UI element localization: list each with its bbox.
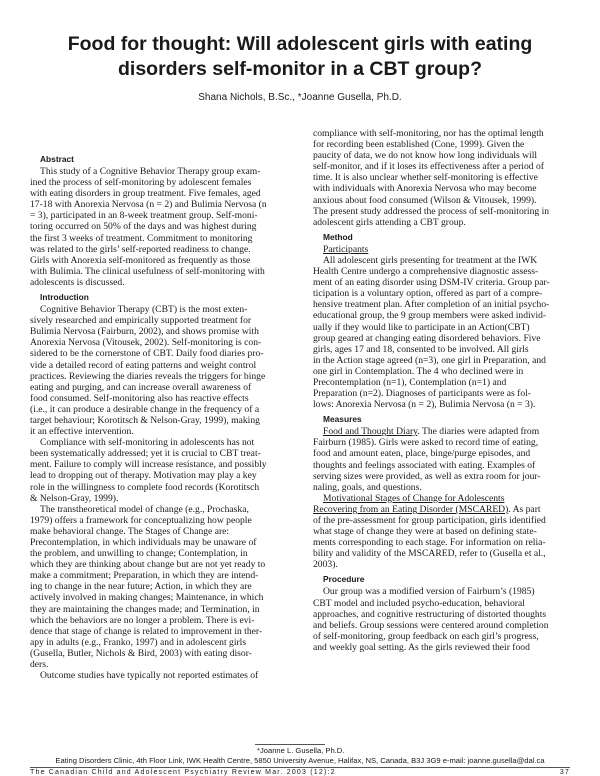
- text-line: Health Centre undergo a comprehensive diagnostic assess-: [313, 266, 539, 278]
- footnote-rule: [255, 744, 325, 745]
- text-line: they are maintaining the changes made; and Termination, in: [30, 603, 260, 615]
- text-line: target behaviour; Korotitsch & Nelson-Gray, 1999), making: [30, 414, 260, 426]
- text-line: Cognitive Behavior Therapy (CBT) is the most exten-: [40, 304, 248, 316]
- text-line: ments corresponding to each stage. For information on relia-: [313, 537, 546, 549]
- text-line: make a commitment; Preparation, in which they are intend-: [30, 570, 259, 582]
- text-line: Bulimia Nervosa (Fairburn, 2002), and shows promise with: [30, 326, 259, 338]
- text-line: actively involved in making changes; Maintenance, in which: [30, 592, 264, 604]
- section-heading: Method: [323, 231, 353, 242]
- text-line: ually if they would like to participate in an Action(CBT): [313, 321, 530, 333]
- text-line: This study of a Cognitive Behavior Therapy group exam-: [40, 166, 261, 177]
- text-line: with eating disorders in group treatment. Five females, aged: [30, 188, 261, 200]
- text-line: Anorexia Nervosa (Vitousek, 2002). Self-monitoring is con-: [30, 337, 262, 349]
- text-line: for recording been established (Cone, 1999). Given the: [313, 139, 525, 151]
- text-line: bility and validity of the MSCARED, refer to (Gusella et al.,: [313, 548, 546, 560]
- text-line: ined the process of self-monitoring by adolescent females: [30, 177, 252, 189]
- text-line: thoughts and feelings associated with eating. Examples of: [313, 459, 536, 471]
- footnote-address: Eating Disorders Clinic, 4th Floor Link, IWK Health Centre, 5850 University Avenue, Halifax, NS, Canada, B3J 3G9 e-mail: joanne.gusella@dal.ca: [55, 756, 545, 765]
- text-line: of the pre-assessment for group participation, girls identified: [313, 515, 546, 526]
- title-line: Food for thought: Will adolescent girls with eating: [67, 33, 533, 55]
- text-line: Preparation (n=2). Diagnoses of participants were as fol-: [313, 388, 532, 400]
- text-line: the problem, and unwilling to change; Contemplation, in: [30, 548, 248, 560]
- text-line: 2003).: [313, 559, 338, 571]
- text-line: which they are thinking about change but are not yet ready to: [30, 559, 266, 571]
- text-line: been systematically addressed; yet it is crucial to CBT treat-: [30, 448, 261, 460]
- text-line: serving sizes were provided, as well as extra room for jour-: [313, 470, 541, 482]
- text-line: ticipation is a voluntary option, offered as part of a compre-: [313, 288, 543, 300]
- text-line: eating and purging, and can increase overall awareness of: [30, 381, 252, 393]
- text-line: with individuals with Anorexia Nervosa who may become: [313, 183, 537, 195]
- text-line: was related to the girls’ self-reported readiness to change.: [30, 243, 251, 255]
- text-line: which the behaviors are no longer a problem. There is evi-: [30, 614, 255, 626]
- footer-rule: [30, 767, 570, 768]
- text-line: it an effective intervention.: [30, 426, 134, 438]
- text-line: one girl in Contemplation. The 4 who declined were in: [313, 365, 524, 377]
- text-line: Precontemplation (n=1), Contemplation (n=1) and: [313, 376, 507, 388]
- text-line: adolescent girls attending a CBT group.: [313, 216, 466, 228]
- text-line: compliance with self-monitoring, nor has the optimal length: [313, 128, 544, 139]
- footnote-author: *Joanne L. Gusella, Ph.D.: [257, 746, 345, 755]
- page-number: 37: [559, 769, 570, 776]
- text-line: naling, goals, and questions.: [313, 481, 422, 493]
- title-line: disorders self-monitor in a CBT group?: [117, 58, 483, 80]
- text-line: Compliance with self-monitoring in adolescents has not: [40, 437, 255, 449]
- text-line: make behavioral change. The Stages of Change are:: [30, 525, 230, 537]
- left-column: [30, 154, 282, 681]
- text-line: apy in adults (e.g., Franko, 1997) and in adolescent girls: [30, 636, 247, 648]
- text-line: Recovering from an Eating Disorder (MSCARED). As part: [313, 503, 541, 515]
- text-line: sively researched and empirically supported treatment for: [30, 315, 252, 327]
- text-line: lows: Anorexia Nervosa (n = 2), Bulimia Nervosa (n = 3).: [313, 399, 536, 411]
- text-line: of self-monitoring, group feedback on each girl’s progress,: [313, 630, 539, 642]
- text-line: group geared at changing eating disordered behaviors. Five: [313, 332, 541, 344]
- text-line: role in the willingness to complete food records (Korotitsch: [30, 481, 260, 493]
- text-line: CBT model and included psycho-education, behavioral: [313, 597, 525, 609]
- text-line: anxious about food consumed (Wilson & Vitousek, 1999).: [313, 194, 537, 206]
- text-line: Fairburn (1985). Girls were asked to record time of eating,: [313, 437, 539, 449]
- text-line: All adolescent girls presenting for treatment at the IWK: [323, 254, 538, 266]
- text-line: Precontemplation, in which individuals may be unaware of: [30, 537, 257, 548]
- text-line: The present study addressed the process of self-monitoring in: [313, 205, 550, 217]
- section-heading: Procedure: [323, 574, 365, 585]
- text-line: vide a detailed record of eating patterns and weight control: [30, 359, 257, 371]
- section-heading: Introduction: [40, 292, 89, 303]
- text-line: what stage of change they were at based on defining state-: [313, 526, 537, 538]
- text-line: (Gusella, Butler, Nichols & Bird, 2003) with eating disor-: [30, 647, 252, 659]
- text-line: sidered to be the cornerstone of CBT. Daily food diaries pro-: [30, 348, 264, 360]
- text-line: adolescents is discussed.: [30, 276, 125, 288]
- text-line: Outcome studies have typically not reported estimates of: [40, 670, 259, 682]
- text-line: ders.: [30, 659, 49, 671]
- text-line: time. It is also unclear whether self-monitoring is effective: [313, 172, 538, 184]
- subsection-heading: Participants: [323, 243, 369, 255]
- text-line: the first 3 weeks of treatment. Commitment to monitoring: [30, 232, 253, 244]
- text-line: ing to change in the near future; Action, in which they are: [30, 581, 252, 593]
- text-line: & Nelson-Gray, 1999).: [30, 492, 119, 504]
- text-line: ment. Failure to comply will increase resistance, and possibly: [30, 459, 267, 471]
- text-line: hensive treatment plan. After completion of an initial psycho-: [313, 299, 550, 311]
- text-line: and weekly goal setting. As the girls reviewed their food: [313, 641, 530, 653]
- text-line: paucity of data, we do not know how long individuals will: [313, 150, 538, 162]
- text-line: 17-18 with Anorexia Nervosa (n = 2) and Bulimia Nervosa (n: [30, 199, 267, 211]
- text-line: and beliefs. Group sessions were centered around completion: [313, 619, 549, 631]
- text-line: ment of an eating disorder using DSM-IV criteria. Group par-: [313, 277, 550, 289]
- text-line: Motivational Stages of Change for Adolescents: [323, 492, 505, 504]
- text-line: The transtheoretical model of change (e.g., Prochaska,: [40, 503, 249, 515]
- article-title: [30, 32, 570, 82]
- text-line: food and amount eaten, place, binge/purge episodes, and: [313, 448, 531, 460]
- text-line: in the Action stage agreed (n=3), one girl in Preparation, and: [313, 354, 546, 366]
- section-heading: Abstract: [40, 154, 74, 164]
- text-line: food consumed. Self-monitoring also has reactive effects: [30, 392, 249, 404]
- text-line: = 3), participated in an 8-week treatment group. Self-moni-: [30, 210, 258, 222]
- text-line: Food and Thought Diary. The diaries were adapted from: [323, 426, 540, 438]
- right-column: [313, 128, 565, 653]
- text-line: self-monitor, and if it loses its effectiveness after a period of: [313, 161, 544, 173]
- text-line: practices. Reviewing the diaries reveals the triggers for binge: [30, 370, 266, 382]
- text-line: toring occurred on 50% of the days and was highest during: [30, 221, 257, 233]
- text-line: girls, ages 17 and 18, consented to be involved. All girls: [313, 343, 529, 355]
- text-line: Girls with Anorexia self-monitored as frequently as those: [30, 254, 251, 266]
- text-line: with Bulimia. The clinical usefulness of self-monitoring with: [30, 265, 265, 277]
- text-line: approaches, and cognitive restructuring of distorted thoughts: [313, 608, 547, 620]
- text-line: Our group was a modified version of Fairburn’s (1985): [323, 586, 535, 598]
- text-line: (i.e., it can produce a desirable change in the frequency of a: [30, 403, 260, 415]
- author-line: Shana Nichols, B.Sc., *Joanne Gusella, Ph.D.: [198, 92, 402, 103]
- running-footer: The Canadian Child and Adolescent Psychiatry Review Mar. 2003 (12):2: [30, 769, 336, 776]
- text-line: 1979) offers a framework for conceptualizing how people: [30, 514, 252, 526]
- text-line: educational group, the 9 group members were asked individ-: [313, 310, 547, 322]
- text-line: lead to dropping out of therapy. Motivation may play a key: [30, 470, 257, 482]
- text-line: dence that stage of change is related to improvement in ther-: [30, 625, 263, 637]
- section-heading: Measures: [323, 414, 362, 425]
